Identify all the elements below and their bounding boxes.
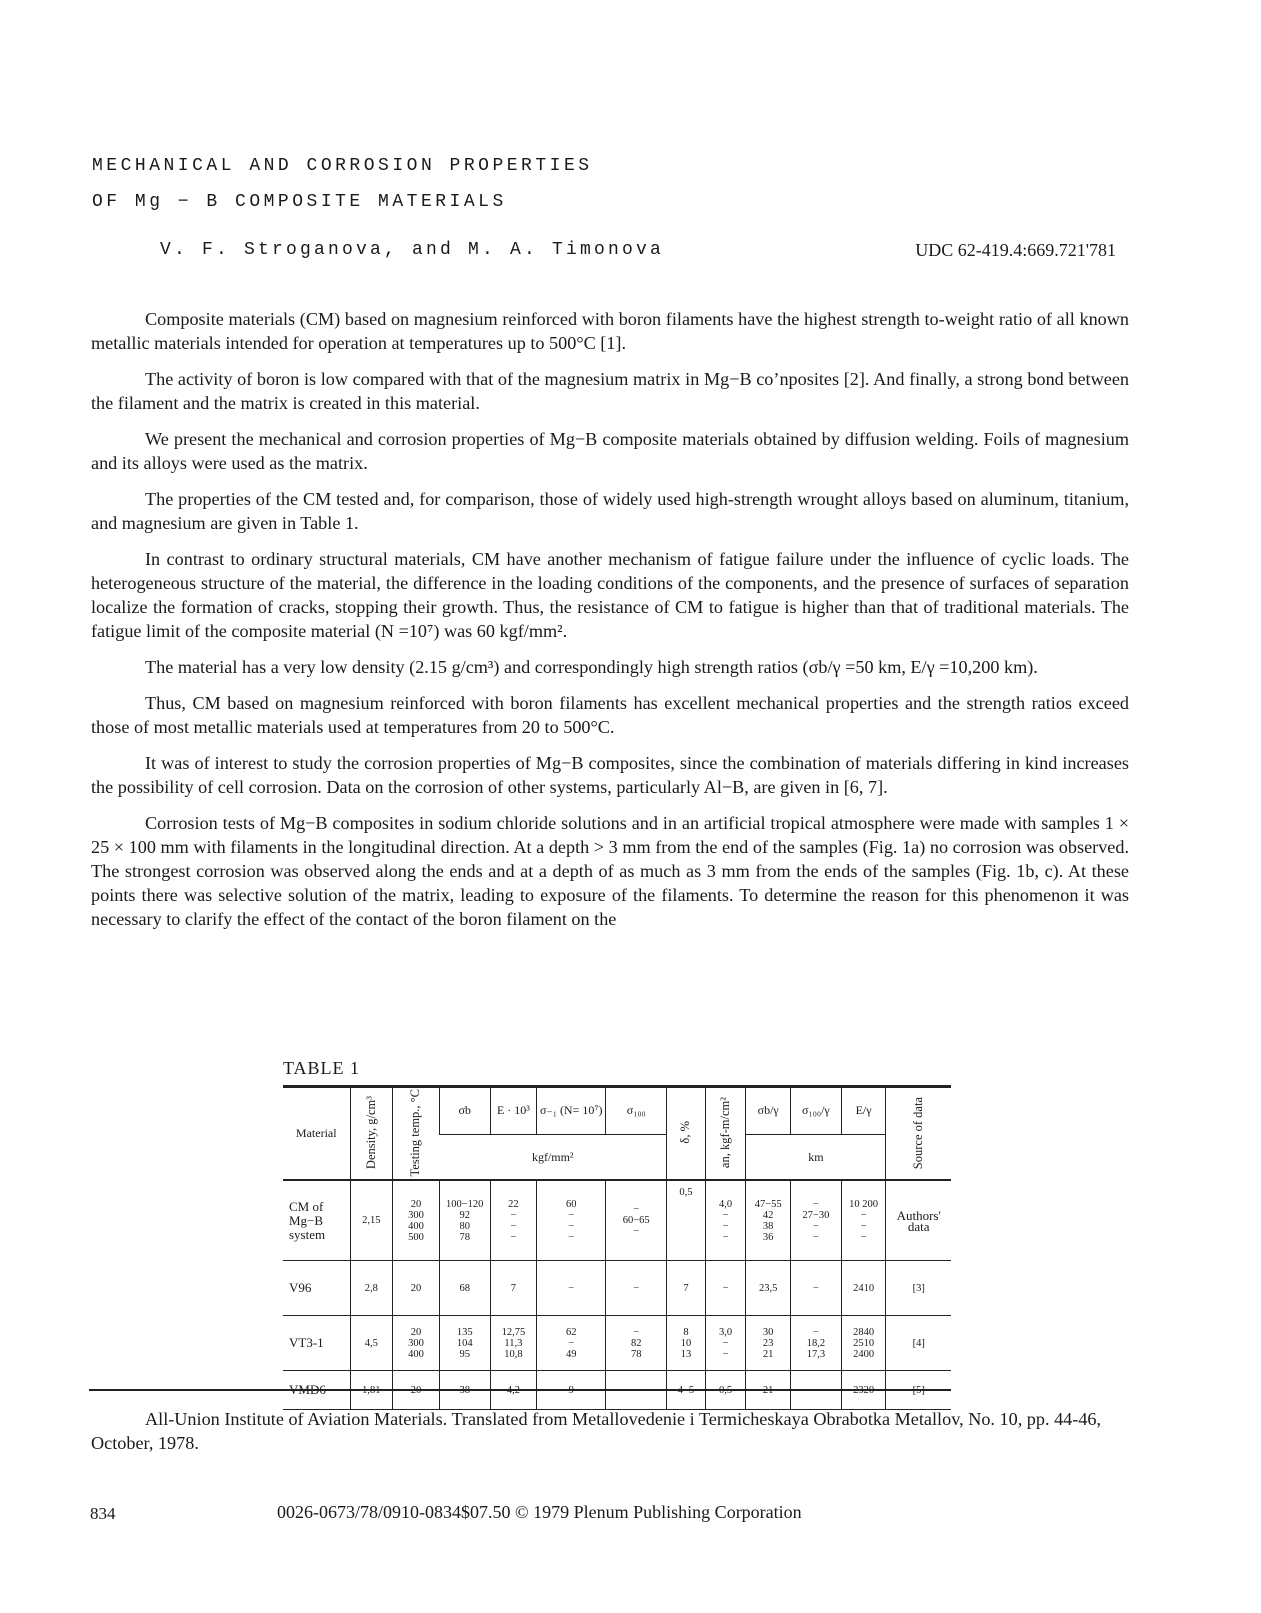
header-an-label: an, kgf-m/cm²	[718, 1097, 733, 1169]
cell-delta: 7	[667, 1261, 706, 1316]
paragraph-1: Composite materials (CM) based on magnesium reinforced with boron filaments have the highest strength to-weight ratio of all known metallic materials intended for operation at temperatures up to 500°C [1].	[91, 309, 1129, 353]
cell-sb-g: 47−55 42 38 36	[746, 1180, 791, 1261]
table-row	[283, 1261, 951, 1316]
copyright-line: 0026-0673/78/0910-0834$07.50 © 1979 Plenum Publishing Corporation	[277, 1502, 802, 1522]
cell-sigma-1: −	[537, 1261, 606, 1316]
paragraph-6: The material has a very low density (2.15 g/cm³) and correspondingly high strength ratios (σb/γ =50 km, E/γ =10,200 km).	[145, 657, 1038, 677]
header-temp	[393, 1087, 440, 1181]
header-an	[705, 1087, 746, 1181]
cell-temp: 20	[393, 1371, 440, 1410]
paper-title-line1: MECHANICAL AND CORROSION PROPERTIES	[92, 156, 593, 176]
header-e: E · 10³	[490, 1087, 537, 1135]
header-source	[886, 1087, 951, 1181]
header-source-label: Source of data	[911, 1096, 926, 1169]
cell-s100-g: − 18,2 17,3	[791, 1316, 842, 1371]
cell-an: 3,0 − −	[705, 1316, 746, 1371]
table-row	[283, 1180, 951, 1261]
cell-material: CM of Mg−B system	[283, 1180, 350, 1261]
cell-temp: 20 300 400 500	[393, 1180, 440, 1261]
authors: V. F. Stroganova, and M. A. Timonova	[160, 240, 665, 260]
body-text	[91, 307, 1129, 943]
header-delta	[667, 1087, 706, 1181]
footnote: All-Union Institute of Aviation Materials. Translated from Metallovedenie i Termicheskaya Obrabotka Metallov, No. 10, pp. 44-46, October, 1978.	[91, 1409, 1102, 1453]
table-caption: TABLE 1	[283, 1058, 361, 1078]
cell-s100-g: −	[791, 1371, 842, 1410]
paragraph-2: The activity of boron is low compared with that of the magnesium matrix in Mg−B coʼnposites [2]. And finally, a strong bond between the filament and the matrix is created in this material.	[91, 369, 1129, 413]
cell-source: [5]	[886, 1371, 951, 1410]
cell-sigma-b: 135 104 95	[439, 1316, 490, 1371]
cell-delta: 8 10 13	[667, 1316, 706, 1371]
cell-density: 4,5	[350, 1316, 393, 1371]
paragraph-8: It was of interest to study the corrosion properties of Mg−B composites, since the combination of materials differing in kind increases the possibility of cell corrosion. Data on the corrosion of other systems, particularly Al−B, are given in [6, 7].	[91, 753, 1129, 797]
cell-density: 2,15	[350, 1180, 393, 1261]
paragraph-9: Corrosion tests of Mg−B composites in sodium chloride solutions and in an artificial tropical atmosphere were made with samples 1 × 25 × 100 mm with filaments in the longitudinal direction. At a depth > 3 mm from the end of the samples (Fig. 1a) no corrosion was observed. The strongest corrosion was observed along the ends and at a depth of as much as 3 mm from the ends of the samples (Fig. 1b, c). At these points there was selective solution of the matrix, leading to exposure of the filaments. To determine the reason for this phenomenon it was necessary to clarify the effect of the contact of the boron filament on the	[91, 813, 1129, 929]
cell-s100-g: − 27−30 − −	[791, 1180, 842, 1261]
udc-code: UDC 62-419.4:669.721'781	[915, 240, 1116, 260]
paragraph-3: We present the mechanical and corrosion properties of Mg−B composite materials obtained by diffusion welding. Foils of magnesium and its alloys were used as the matrix.	[91, 429, 1129, 473]
cell-e: 4,2	[490, 1371, 537, 1410]
header-sigma-b: σb	[439, 1087, 490, 1135]
cell-density: 1,81	[350, 1371, 393, 1410]
header-e-g: E/γ	[841, 1087, 886, 1135]
unit-km: km	[746, 1134, 886, 1180]
unit-kgf: kgf/mm²	[439, 1134, 666, 1180]
cell-sigma-1: 62 − 49	[537, 1316, 606, 1371]
cell-material: VT3-1	[283, 1316, 350, 1371]
header-s100-g: σ₁₀₀/γ	[791, 1087, 842, 1135]
cell-temp: 20	[393, 1261, 440, 1316]
header-sb-g: σb/γ	[746, 1087, 791, 1135]
cell-e: 22 − − −	[490, 1180, 537, 1261]
properties-table	[283, 1085, 951, 1410]
cell-e: 7	[490, 1261, 537, 1316]
paper-title-line2: OF Mg − B COMPOSITE MATERIALS	[92, 192, 507, 212]
header-sigma-100: σ₁₀₀	[606, 1087, 667, 1135]
paragraph-5: In contrast to ordinary structural materials, CM have another mechanism of fatigue failure under the influence of cyclic loads. The heterogeneous structure of the material, the difference in the loading conditions of the components, and the presence of surfaces of separation localize the formation of cracks, stopping their growth. Thus, the resistance of CM to fatigue is higher than that of traditional materials. The fatigue limit of the composite material (N =10⁷) was 60 kgf/mm².	[91, 549, 1129, 641]
cell-e-g: 2410	[841, 1261, 886, 1316]
cell-sb-g: 21	[746, 1371, 791, 1410]
table-1	[283, 1058, 951, 1410]
cell-e-g: 2840 2510 2400	[841, 1316, 886, 1371]
cell-e: 12,75 11,3 10,8	[490, 1316, 537, 1371]
cell-source: [3]	[886, 1261, 951, 1316]
cell-e-g: 10 200 − − −	[841, 1180, 886, 1261]
cell-an: 0,5	[705, 1371, 746, 1410]
header-sigma-1: σ₋₁ (N= 10⁷)	[537, 1087, 606, 1135]
cell-an: 4,0 − − −	[705, 1180, 746, 1261]
cell-material: VMD6	[283, 1371, 350, 1410]
header-temp-label: Testing temp., °C	[408, 1089, 423, 1177]
cell-sb-g: 23,5	[746, 1261, 791, 1316]
header-density	[350, 1087, 393, 1181]
cell-sigma-100: − 60−65 −	[606, 1180, 667, 1261]
cell-e-g: 2320	[841, 1371, 886, 1410]
cell-source: Authors' data	[886, 1180, 951, 1261]
cell-sigma-b: 38	[439, 1371, 490, 1410]
header-delta-label: δ, %	[678, 1121, 693, 1144]
cell-sb-g: 30 23 21	[746, 1316, 791, 1371]
cell-an: −	[705, 1261, 746, 1316]
cell-sigma-100: −	[606, 1371, 667, 1410]
cell-sigma-100: −	[606, 1261, 667, 1316]
table-row	[283, 1316, 951, 1371]
header-material: Material	[283, 1087, 350, 1181]
cell-density: 2,8	[350, 1261, 393, 1316]
page-number: 834	[90, 1504, 116, 1523]
footnote-divider	[89, 1389, 951, 1391]
cell-sigma-1: 60 − − −	[537, 1180, 606, 1261]
cell-sigma-1: 9	[537, 1371, 606, 1410]
header-density-label: Density, g/cm³	[363, 1096, 378, 1170]
cell-sigma-b: 68	[439, 1261, 490, 1316]
cell-sigma-100: − 82 78	[606, 1316, 667, 1371]
cell-temp: 20 300 400	[393, 1316, 440, 1371]
paragraph-7: Thus, CM based on magnesium reinforced with boron filaments has excellent mechanical properties and the strength ratios exceed those of most metallic materials used at temperatures from 20 to 500°C.	[91, 693, 1129, 737]
paragraph-4: The properties of the CM tested and, for comparison, those of widely used high-strength wrought alloys based on aluminum, titanium, and magnesium are given in Table 1.	[91, 489, 1129, 533]
cell-material: V96	[283, 1261, 350, 1316]
cell-delta: 4−5	[667, 1371, 706, 1410]
cell-s100-g: −	[791, 1261, 842, 1316]
cell-sigma-b: 100−120 92 80 78	[439, 1180, 490, 1261]
cell-delta: 0,5	[667, 1180, 706, 1261]
cell-source: [4]	[886, 1316, 951, 1371]
